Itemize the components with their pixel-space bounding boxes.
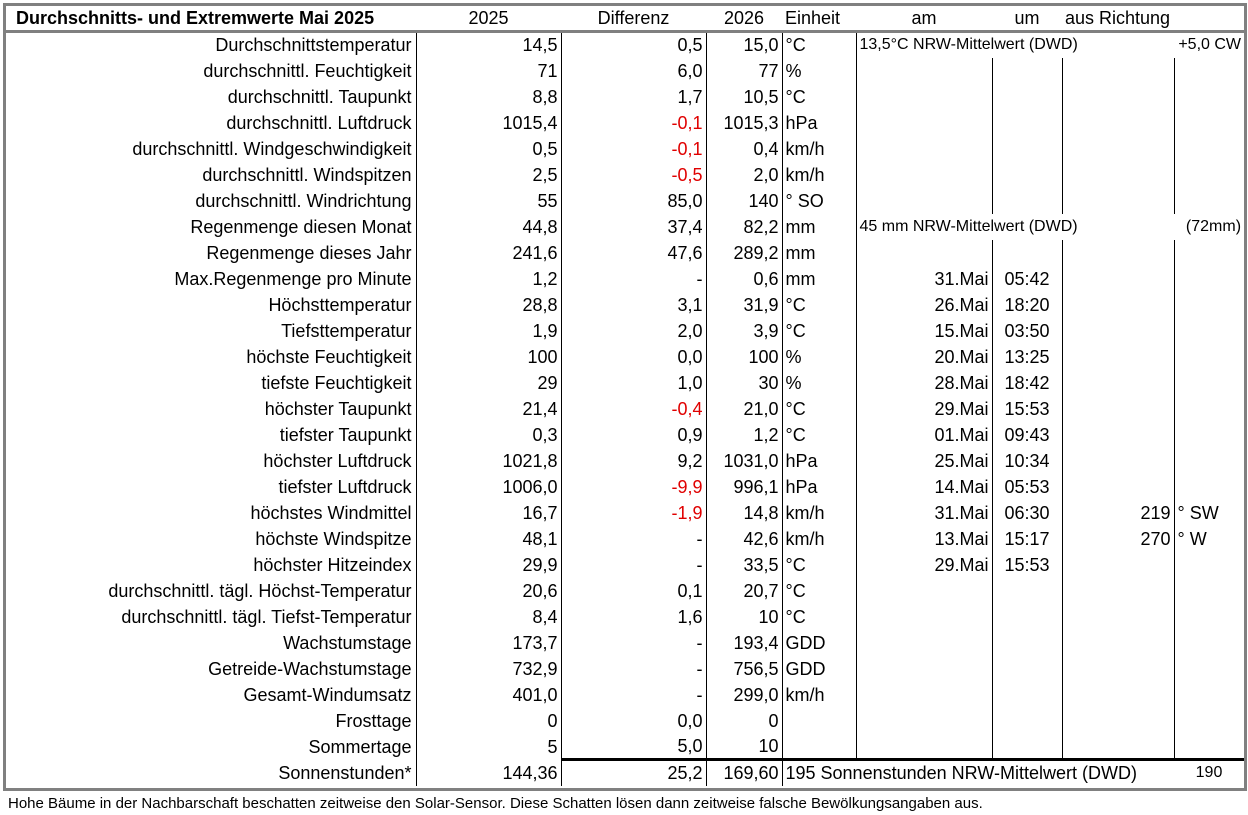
value-date: 13.Mai	[856, 526, 992, 552]
value-time: 05:53	[992, 474, 1062, 500]
value-diff: 37,4	[561, 214, 706, 240]
value-direction-label	[1174, 682, 1244, 708]
value-unit: hPa	[782, 448, 856, 474]
value-time	[992, 58, 1062, 84]
value-2025: 144,36	[416, 760, 561, 786]
row-label: Wachstumstage	[6, 630, 416, 656]
value-2026: 100	[706, 344, 782, 370]
table-row	[6, 734, 1244, 760]
value-date: 31.Mai	[856, 500, 992, 526]
value-2025: 1021,8	[416, 448, 561, 474]
row-label: durchschnittl. Luftdruck	[6, 110, 416, 136]
value-unit	[782, 708, 856, 734]
value-2026: 1015,3	[706, 110, 782, 136]
row-label: Max.Regenmenge pro Minute	[6, 266, 416, 292]
value-unit: °C	[782, 552, 856, 578]
value-2025: 71	[416, 58, 561, 84]
value-diff: -0,1	[561, 110, 706, 136]
value-time: 05:42	[992, 266, 1062, 292]
row-label: Tiefsttemperatur	[6, 318, 416, 344]
table-row	[6, 188, 1244, 214]
value-2025: 401,0	[416, 682, 561, 708]
value-direction: 270	[1062, 526, 1174, 552]
table-row	[6, 266, 1244, 292]
table-row	[6, 578, 1244, 604]
value-direction	[1062, 162, 1174, 188]
row-label: Frosttage	[6, 708, 416, 734]
value-time: 03:50	[992, 318, 1062, 344]
value-2025: 21,4	[416, 396, 561, 422]
value-2026: 10	[706, 604, 782, 630]
value-2025: 0,3	[416, 422, 561, 448]
value-2026: 1031,0	[706, 448, 782, 474]
value-direction-label	[1174, 84, 1244, 110]
value-2026: 10	[706, 734, 782, 760]
value-date	[856, 578, 992, 604]
value-2026: 21,0	[706, 396, 782, 422]
value-2026: 0	[706, 708, 782, 734]
header-am: am	[856, 6, 992, 32]
value-time: 09:43	[992, 422, 1062, 448]
value-direction-label	[1174, 266, 1244, 292]
value-direction	[1062, 578, 1174, 604]
value-diff: -9,9	[561, 474, 706, 500]
value-2026: 2,0	[706, 162, 782, 188]
value-time	[992, 162, 1062, 188]
value-diff: 1,7	[561, 84, 706, 110]
table-row	[6, 474, 1244, 500]
value-2025: 0,5	[416, 136, 561, 162]
value-diff: -1,9	[561, 500, 706, 526]
value-direction-label	[1174, 604, 1244, 630]
value-direction	[1062, 136, 1174, 162]
value-direction-label	[1174, 448, 1244, 474]
value-direction: 219	[1062, 500, 1174, 526]
value-2025: 55	[416, 188, 561, 214]
value-2025: 14,5	[416, 32, 561, 58]
value-diff: 25,2	[561, 760, 706, 786]
value-2025: 5	[416, 734, 561, 760]
value-time: 10:34	[992, 448, 1062, 474]
row-label: durchschnittl. Taupunkt	[6, 84, 416, 110]
value-date: 31.Mai	[856, 266, 992, 292]
table-row	[6, 396, 1244, 422]
row-label: höchste Windspitze	[6, 526, 416, 552]
value-direction	[1062, 318, 1174, 344]
weather-stats-table	[6, 6, 1244, 786]
table-row	[6, 214, 1244, 240]
value-direction	[1062, 292, 1174, 318]
value-diff: 0,9	[561, 422, 706, 448]
value-unit: °C	[782, 604, 856, 630]
value-date: 28.Mai	[856, 370, 992, 396]
value-time	[992, 578, 1062, 604]
value-2025: 16,7	[416, 500, 561, 526]
table-row	[6, 84, 1244, 110]
value-direction	[1062, 448, 1174, 474]
row-label: Höchsttemperatur	[6, 292, 416, 318]
value-diff: 6,0	[561, 58, 706, 84]
value-date: 29.Mai	[856, 396, 992, 422]
value-unit: km/h	[782, 162, 856, 188]
value-date	[856, 682, 992, 708]
value-2026: 756,5	[706, 656, 782, 682]
value-date: 15.Mai	[856, 318, 992, 344]
value-direction-label	[1174, 734, 1244, 760]
table-row	[6, 162, 1244, 188]
value-diff: -	[561, 682, 706, 708]
value-diff: 0,5	[561, 32, 706, 58]
value-date	[856, 604, 992, 630]
header-unit: Einheit	[782, 6, 856, 32]
table-row	[6, 682, 1244, 708]
value-time: 18:42	[992, 370, 1062, 396]
value-unit: GDD	[782, 656, 856, 682]
value-diff: 0,1	[561, 578, 706, 604]
value-direction	[1062, 708, 1174, 734]
value-2026: 33,5	[706, 552, 782, 578]
value-date	[856, 708, 992, 734]
value-direction-label	[1174, 474, 1244, 500]
value-direction	[1062, 188, 1174, 214]
value-time	[992, 708, 1062, 734]
header-2025: 2025	[416, 6, 561, 32]
value-unit: %	[782, 370, 856, 396]
value-date: 29.Mai	[856, 552, 992, 578]
value-2025: 1,9	[416, 318, 561, 344]
value-unit: °C	[782, 578, 856, 604]
row-label: höchster Luftdruck	[6, 448, 416, 474]
value-time: 15:53	[992, 552, 1062, 578]
value-diff: -0,4	[561, 396, 706, 422]
value-date	[856, 162, 992, 188]
value-direction-label	[1174, 188, 1244, 214]
table-body	[6, 32, 1244, 786]
value-direction-label	[1174, 162, 1244, 188]
value-time	[992, 682, 1062, 708]
value-time: 13:25	[992, 344, 1062, 370]
value-diff: 5,0	[561, 734, 706, 760]
value-diff: 1,0	[561, 370, 706, 396]
value-date	[856, 58, 992, 84]
value-direction-label	[1174, 630, 1244, 656]
value-time	[992, 188, 1062, 214]
header-dir: aus Richtung	[1062, 6, 1244, 32]
table-row	[6, 370, 1244, 396]
value-diff: -	[561, 526, 706, 552]
value-time	[992, 656, 1062, 682]
value-time	[992, 630, 1062, 656]
row-label: durchschnittl. tägl. Tiefst-Temperatur	[6, 604, 416, 630]
header-row	[6, 6, 1244, 32]
table-row	[6, 240, 1244, 266]
row-label: Gesamt-Windumsatz	[6, 682, 416, 708]
value-unit: km/h	[782, 500, 856, 526]
table-row	[6, 422, 1244, 448]
value-2026: 20,7	[706, 578, 782, 604]
value-unit: °C	[782, 292, 856, 318]
header-2026: 2026	[706, 6, 782, 32]
table-title: Durchschnitts- und Extremwerte Mai 2025	[6, 6, 416, 32]
value-2025: 241,6	[416, 240, 561, 266]
value-direction	[1062, 474, 1174, 500]
row-label: höchstes Windmittel	[6, 500, 416, 526]
value-date: 01.Mai	[856, 422, 992, 448]
value-2025: 173,7	[416, 630, 561, 656]
row-label: tiefste Feuchtigkeit	[6, 370, 416, 396]
value-unit: GDD	[782, 630, 856, 656]
value-2026: 31,9	[706, 292, 782, 318]
row-label: Getreide-Wachstumstage	[6, 656, 416, 682]
header-um: um	[992, 6, 1062, 32]
table-row	[6, 526, 1244, 552]
value-direction-label	[1174, 136, 1244, 162]
value-2026: 42,6	[706, 526, 782, 552]
value-2026: 10,5	[706, 84, 782, 110]
value-time: 15:53	[992, 396, 1062, 422]
value-direction-label	[1174, 58, 1244, 84]
value-direction-label	[1174, 396, 1244, 422]
row-label: Regenmenge diesen Monat	[6, 214, 416, 240]
value-unit: mm	[782, 240, 856, 266]
row-label: durchschnittl. Windgeschwindigkeit	[6, 136, 416, 162]
value-diff: 3,1	[561, 292, 706, 318]
value-unit: °C	[782, 32, 856, 58]
row-label: höchster Hitzeindex	[6, 552, 416, 578]
value-direction-label	[1174, 370, 1244, 396]
value-diff: 9,2	[561, 448, 706, 474]
value-2025: 44,8	[416, 214, 561, 240]
value-direction-label: ° W	[1177, 528, 1207, 549]
value-direction-label	[1174, 422, 1244, 448]
row-label: Regenmenge dieses Jahr	[6, 240, 416, 266]
value-2026: 14,8	[706, 500, 782, 526]
value-2025: 1,2	[416, 266, 561, 292]
row-note-value: 190	[1174, 760, 1244, 786]
value-2026: 299,0	[706, 682, 782, 708]
value-date	[856, 656, 992, 682]
row-label: Sonnenstunden*	[6, 760, 416, 786]
value-2026: 169,60	[706, 760, 782, 786]
table-row	[6, 318, 1244, 344]
value-time	[992, 240, 1062, 266]
value-date	[856, 84, 992, 110]
value-direction-label	[1174, 110, 1244, 136]
row-label: durchschnittl. tägl. Höchst-Temperatur	[6, 578, 416, 604]
value-diff: 2,0	[561, 318, 706, 344]
value-2025: 28,8	[416, 292, 561, 318]
value-2025: 29	[416, 370, 561, 396]
value-date	[856, 734, 992, 760]
row-note: 195 Sonnenstunden NRW-Mittelwert (DWD)	[782, 760, 1174, 786]
table-row	[6, 58, 1244, 84]
value-direction	[1062, 344, 1174, 370]
value-unit: °C	[782, 84, 856, 110]
value-direction-label	[1174, 344, 1244, 370]
value-2026: 193,4	[706, 630, 782, 656]
table-row	[6, 630, 1244, 656]
value-2025: 29,9	[416, 552, 561, 578]
value-time: 18:20	[992, 292, 1062, 318]
value-2025: 1015,4	[416, 110, 561, 136]
value-unit: °C	[782, 422, 856, 448]
value-time	[992, 734, 1062, 760]
value-diff: 0,0	[561, 344, 706, 370]
table-row	[6, 500, 1244, 526]
table-row	[6, 552, 1244, 578]
value-2026: 3,9	[706, 318, 782, 344]
row-label: durchschnittl. Windrichtung	[6, 188, 416, 214]
value-date	[856, 240, 992, 266]
value-2026: 0,6	[706, 266, 782, 292]
value-unit: mm	[782, 214, 856, 240]
table-row-sunshine	[6, 760, 1244, 786]
value-unit: ° SO	[782, 188, 856, 214]
value-direction	[1062, 422, 1174, 448]
value-direction	[1062, 630, 1174, 656]
table-row	[6, 708, 1244, 734]
value-2026: 140	[706, 188, 782, 214]
value-diff: 1,6	[561, 604, 706, 630]
value-date	[856, 630, 992, 656]
value-time	[992, 110, 1062, 136]
row-label: höchste Feuchtigkeit	[6, 344, 416, 370]
value-unit: %	[782, 58, 856, 84]
table-row	[6, 656, 1244, 682]
value-direction	[1062, 396, 1174, 422]
value-diff: -	[561, 630, 706, 656]
value-date: 25.Mai	[856, 448, 992, 474]
table-row	[6, 32, 1244, 58]
value-2025: 732,9	[416, 656, 561, 682]
value-direction	[1062, 110, 1174, 136]
value-direction-label	[1174, 708, 1244, 734]
value-direction-label	[1174, 240, 1244, 266]
value-2026: 77	[706, 58, 782, 84]
value-direction	[1062, 734, 1174, 760]
value-2025: 100	[416, 344, 561, 370]
value-direction	[1062, 682, 1174, 708]
value-direction-label: ° SW	[1177, 502, 1219, 523]
footer-note: Hohe Bäume in der Nachbarschaft beschatten zeitweise den Solar-Sensor. Diese Schatten lösen dann zeitweise falsche Bewölkungsangaben aus.	[8, 795, 983, 812]
row-note: 45 mm NRW-Mittelwert (DWD)	[859, 217, 1078, 235]
value-2026: 996,1	[706, 474, 782, 500]
value-direction-label	[1174, 318, 1244, 344]
value-2025: 8,4	[416, 604, 561, 630]
value-direction-label	[1174, 292, 1244, 318]
value-unit: hPa	[782, 110, 856, 136]
value-unit: km/h	[782, 526, 856, 552]
value-direction	[1062, 552, 1174, 578]
row-label: tiefster Luftdruck	[6, 474, 416, 500]
value-diff: -	[561, 552, 706, 578]
row-note-value: (72mm)	[1185, 217, 1242, 235]
value-time: 06:30	[992, 500, 1062, 526]
value-direction-label	[1174, 656, 1244, 682]
value-2025: 48,1	[416, 526, 561, 552]
value-2025: 20,6	[416, 578, 561, 604]
value-diff: 47,6	[561, 240, 706, 266]
value-direction	[1062, 240, 1174, 266]
value-unit: hPa	[782, 474, 856, 500]
table-row	[6, 604, 1244, 630]
value-unit: %	[782, 344, 856, 370]
report-frame	[3, 3, 1247, 791]
value-2025: 1006,0	[416, 474, 561, 500]
value-time	[992, 84, 1062, 110]
value-diff: -0,5	[561, 162, 706, 188]
value-direction	[1062, 656, 1174, 682]
value-2025: 2,5	[416, 162, 561, 188]
row-label: Durchschnittstemperatur	[6, 32, 416, 58]
value-2025: 8,8	[416, 84, 561, 110]
value-date	[856, 110, 992, 136]
value-date: 14.Mai	[856, 474, 992, 500]
value-2026: 0,4	[706, 136, 782, 162]
value-2026: 82,2	[706, 214, 782, 240]
row-label: höchster Taupunkt	[6, 396, 416, 422]
row-note: 13,5°C NRW-Mittelwert (DWD)	[859, 36, 1078, 54]
value-direction	[1062, 370, 1174, 396]
value-time	[992, 604, 1062, 630]
value-diff: -0,1	[561, 136, 706, 162]
value-unit: km/h	[782, 682, 856, 708]
value-2026: 30	[706, 370, 782, 396]
value-2026: 289,2	[706, 240, 782, 266]
value-direction	[1062, 266, 1174, 292]
value-unit	[782, 734, 856, 760]
value-diff: -	[561, 266, 706, 292]
table-row	[6, 448, 1244, 474]
row-label: durchschnittl. Feuchtigkeit	[6, 58, 416, 84]
value-time: 15:17	[992, 526, 1062, 552]
table-row	[6, 136, 1244, 162]
value-unit: °C	[782, 396, 856, 422]
row-note-value: +5,0 CW	[1178, 36, 1242, 54]
table-row	[6, 292, 1244, 318]
value-2026: 15,0	[706, 32, 782, 58]
row-label: Sommertage	[6, 734, 416, 760]
table-row	[6, 110, 1244, 136]
row-label: durchschnittl. Windspitzen	[6, 162, 416, 188]
value-date: 20.Mai	[856, 344, 992, 370]
value-unit: km/h	[782, 136, 856, 162]
value-direction-label	[1174, 578, 1244, 604]
value-diff: 85,0	[561, 188, 706, 214]
value-unit: mm	[782, 266, 856, 292]
value-diff: 0,0	[561, 708, 706, 734]
value-unit: °C	[782, 318, 856, 344]
value-direction	[1062, 58, 1174, 84]
value-direction	[1062, 604, 1174, 630]
header-diff: Differenz	[561, 6, 706, 32]
value-direction-label	[1174, 552, 1244, 578]
value-date	[856, 136, 992, 162]
value-date	[856, 188, 992, 214]
value-diff: -	[561, 656, 706, 682]
row-label: tiefster Taupunkt	[6, 422, 416, 448]
value-direction	[1062, 84, 1174, 110]
value-time	[992, 136, 1062, 162]
value-2025: 0	[416, 708, 561, 734]
value-2026: 1,2	[706, 422, 782, 448]
value-date: 26.Mai	[856, 292, 992, 318]
table-row	[6, 344, 1244, 370]
